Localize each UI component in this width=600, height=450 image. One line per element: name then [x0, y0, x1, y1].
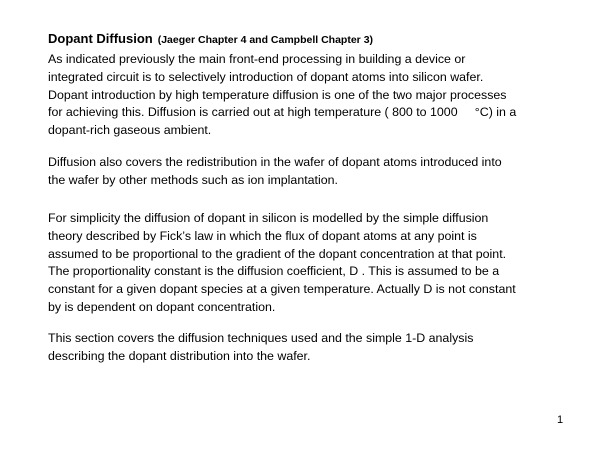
paragraph-line: As indicated previously the main front-end processing in building a device or	[48, 52, 466, 66]
paragraph-redistribution	[48, 154, 578, 190]
paragraph-line: theory described by Fick’s law in which the flux of dopant atoms at any point is	[48, 228, 477, 243]
paragraph-line: the wafer by other methods such as ion implantation.	[48, 172, 338, 187]
paragraph-line: constant for a given dopant species at a given temperature. Actually D is not constant	[48, 282, 516, 297]
paragraph-line: integrated circuit is to selectively introduction of dopant atoms into silicon wafer.	[48, 69, 484, 84]
paragraph-line: Dopant introduction by high temperature diffusion is one of the two major processes	[48, 87, 507, 102]
title-main: Dopant Diffusion	[48, 31, 153, 46]
paragraph-section-scope	[48, 330, 578, 366]
page-number: 1	[557, 414, 564, 426]
paragraph-line: by is dependent on dopant concentration.	[48, 299, 276, 314]
paragraph-line: for achieving this. Diffusion is carried out at high temperature ( 800 to 1000 °C) in a	[48, 105, 517, 120]
paragraph-line: The proportionality constant is the diffusion coefficient, D . This is assumed to be a	[48, 264, 500, 279]
paragraph-line: dopant-rich gaseous ambient.	[48, 123, 212, 138]
paragraph-ficks-law	[48, 210, 578, 317]
paragraph-intro	[48, 51, 578, 140]
title-subtitle: (Jaeger Chapter 4 and Campbell Chapter 3)	[157, 34, 374, 46]
paragraph-line: Diffusion also covers the redistribution in the wafer of dopant atoms introduced into	[48, 155, 502, 169]
paragraph-line: assumed to be proportional to the gradient of the dopant concentration at that point.	[48, 246, 507, 261]
paragraph-line: For simplicity the diffusion of dopant in silicon is modelled by the simple diffusion	[48, 211, 489, 225]
paragraph-line: This section covers the diffusion techniques used and the simple 1-D analysis	[48, 331, 474, 345]
slide-title	[48, 30, 373, 48]
paragraph-line: describing the dopant distribution into the wafer.	[48, 348, 311, 363]
